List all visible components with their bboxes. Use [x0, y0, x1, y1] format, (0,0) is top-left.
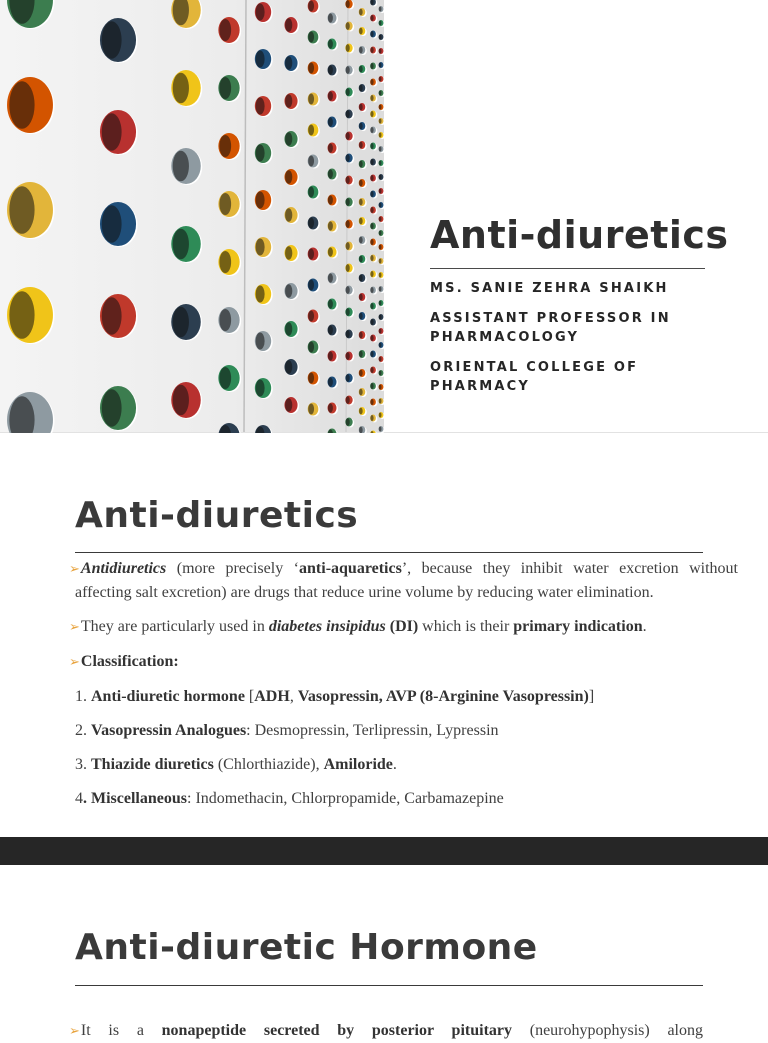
text: ’, because they inhibit water excretion without affecting salt excretion) are drugs that reduce urine volume by reducing water elimination.	[75, 560, 738, 601]
item-title: . Miscellaneous	[83, 790, 187, 807]
slide-body	[69, 557, 738, 821]
list-item	[75, 787, 738, 810]
list-item	[75, 753, 738, 776]
list-item	[75, 685, 738, 708]
text: ADH	[254, 688, 290, 705]
item-number: 3.	[75, 756, 91, 773]
classification-slide	[0, 433, 768, 837]
text: (Chlorthiazide),	[213, 756, 324, 773]
item-title: Anti-diuretic hormone	[91, 688, 245, 705]
slide-title: Anti-diuretics	[430, 213, 729, 257]
term-nonapeptide: nonapeptide secreted by posterior pituitary	[161, 1022, 512, 1039]
text: : Indomethacin, Chlorpropamide, Carbamazepine	[187, 790, 504, 807]
title-divider	[430, 268, 705, 269]
slide-separator	[0, 837, 768, 865]
text: [	[244, 688, 255, 705]
text: (more precisely ‘	[166, 560, 300, 577]
author-name: MS. SANIE ZEHRA SHAIKH	[430, 281, 669, 296]
text: Amiloride	[323, 756, 393, 773]
text: ,	[289, 688, 298, 705]
term-anti-aquaretics: anti-aquaretics	[299, 560, 402, 577]
text: (neurohypophysis) along	[512, 1022, 703, 1039]
text: .	[642, 618, 647, 635]
slide-heading: Anti-diuretics	[75, 495, 359, 536]
heading-divider	[75, 985, 703, 986]
item-number: 2.	[75, 722, 91, 739]
arrow-bullet-icon: ➢	[69, 562, 80, 577]
list-item	[75, 719, 738, 742]
term-primary-indication: primary indication	[513, 618, 643, 635]
title-block	[430, 210, 730, 407]
arrow-bullet-icon: ➢	[69, 620, 80, 635]
author-position: ASSISTANT PROFESSOR IN PHARMACOLOGY	[430, 311, 671, 345]
classification-label: Classification:	[80, 653, 179, 670]
term-antidiuretics: Antidiuretics	[80, 560, 167, 577]
arrow-bullet-icon: ➢	[69, 1024, 80, 1039]
arrow-bullet-icon: ➢	[69, 655, 80, 670]
item-number: 1.	[75, 688, 91, 705]
usage-paragraph	[69, 615, 738, 639]
slide-heading: Anti-diuretic Hormone	[75, 927, 538, 968]
text: : Desmopressin, Terlipressin, Lypressin	[246, 722, 499, 739]
text: Vasopressin, AVP (8-Arginine Vasopressin)	[297, 688, 589, 705]
item-title: Thiazide diuretics	[91, 756, 214, 773]
definition-paragraph	[69, 557, 738, 604]
perforated-wall-image	[0, 0, 384, 432]
text: It is a	[80, 1022, 162, 1039]
text: They are particularly used in	[80, 618, 269, 635]
item-title: Vasopressin Analogues	[91, 722, 247, 739]
abbr-di: (DI)	[389, 618, 419, 635]
text: .	[392, 756, 397, 773]
title-slide	[0, 0, 768, 433]
heading-divider	[75, 552, 703, 553]
text: which is their	[418, 618, 514, 635]
classification-heading	[69, 650, 738, 674]
item-number: 4	[75, 790, 83, 807]
author-institution: ORIENTAL COLLEGE OF PHARMACY	[430, 360, 639, 394]
adh-paragraph	[69, 1019, 703, 1043]
text: ]	[588, 688, 595, 705]
term-diabetes-insipidus: diabetes insipidus	[268, 618, 386, 635]
adh-slide	[0, 865, 768, 1039]
